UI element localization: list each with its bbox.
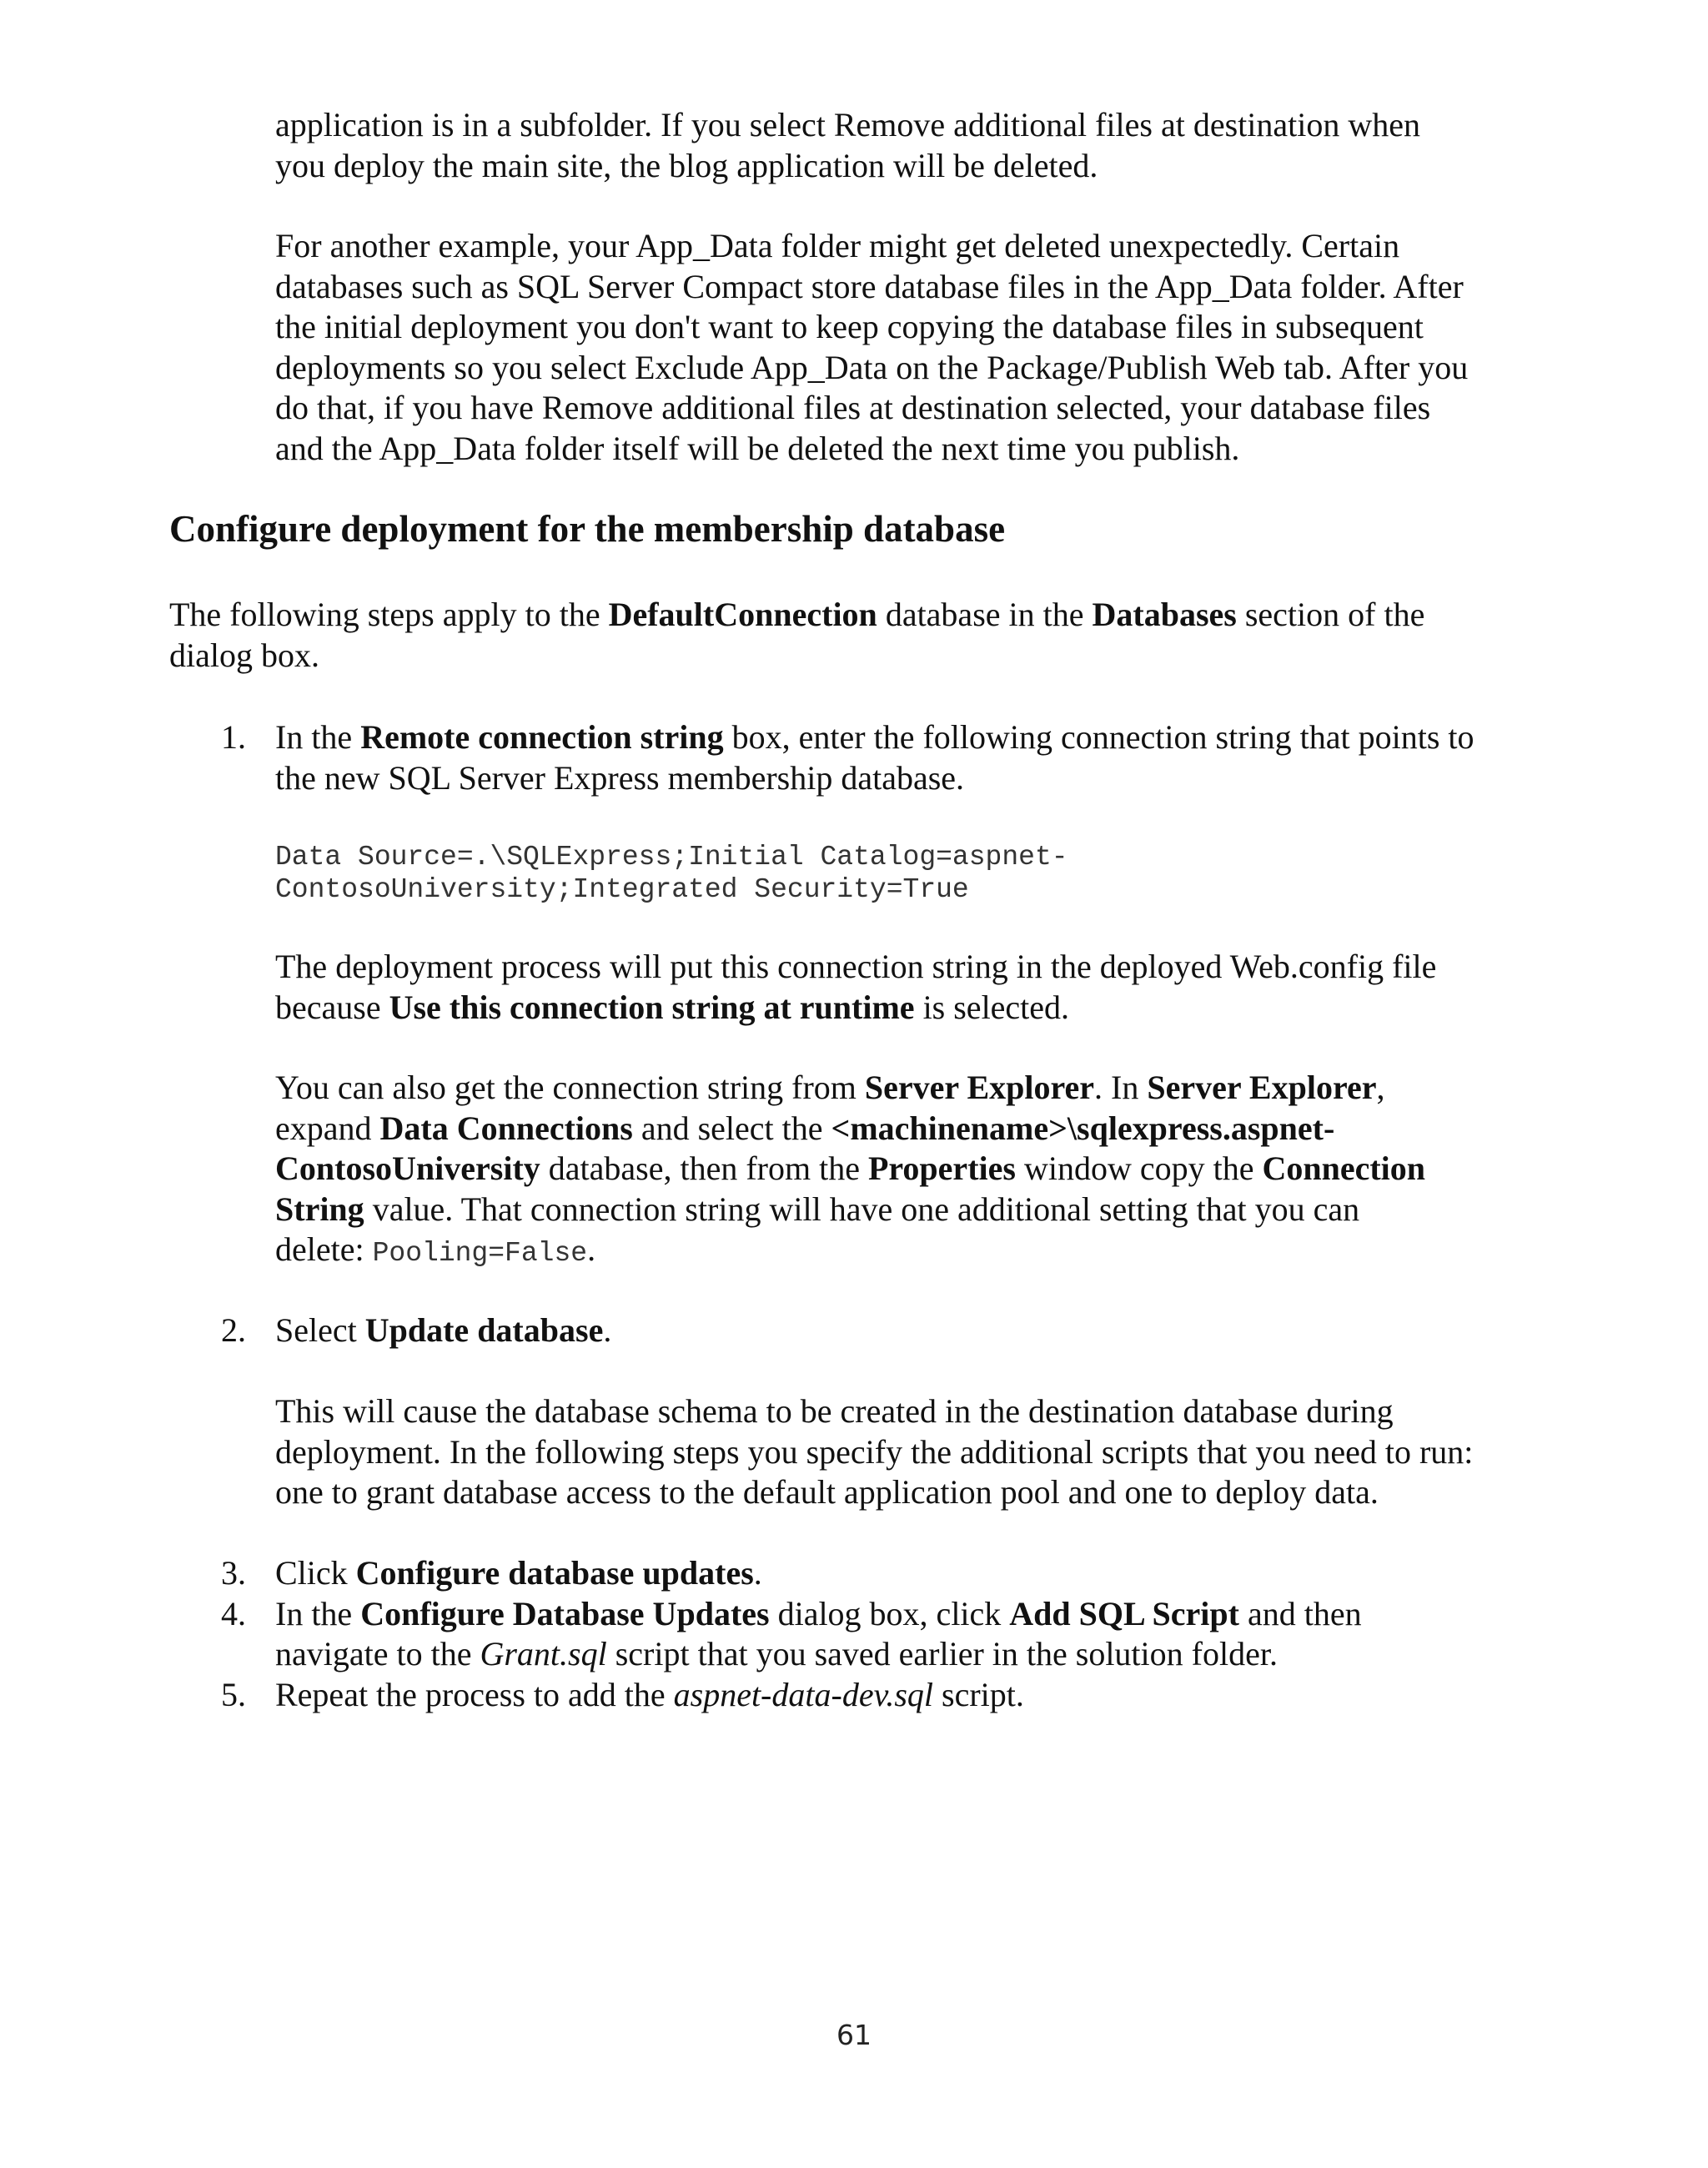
step-1-line-1: In the Remote connection string box, enter the following connection string that points to bbox=[275, 718, 1474, 756]
intro-paragraph-2-line-5: do that, if you have Remove additional files at destination selected, your database files bbox=[275, 389, 1431, 426]
step-2-note-line-2: deployment. In the following steps you specify the additional scripts that you need to run: bbox=[275, 1432, 1474, 1471]
intro-paragraph-2-line-1: For another example, your App_Data folder might get deleted unexpectedly. Certain bbox=[275, 227, 1400, 264]
step-2-number: 2. bbox=[221, 1311, 246, 1349]
section-heading: Configure deployment for the membership database bbox=[169, 508, 1006, 550]
step-2-line-1: Select Update database. bbox=[275, 1311, 612, 1349]
step-4-number: 4. bbox=[221, 1594, 246, 1632]
step-2-note-line-1: This will cause the database schema to be created in the destination database during bbox=[275, 1392, 1394, 1430]
step-5-line-1: Repeat the process to add the aspnet-data-dev.sql script. bbox=[275, 1675, 1024, 1713]
step-1-note-line-2: because Use this connection string at runtime is selected. bbox=[275, 988, 1070, 1026]
step-1-alt-line-1: You can also get the connection string from Server Explorer. In Server Explorer, bbox=[275, 1069, 1385, 1106]
step-3-line-1: Click Configure database updates. bbox=[275, 1554, 762, 1592]
intro-paragraph-1-line-2: you deploy the main site, the blog application will be deleted. bbox=[275, 146, 1098, 184]
step-1-alt-line-2: expand Data Connections and select the <machinename>\sqlexpress.aspnet- bbox=[275, 1109, 1335, 1147]
page-number: 61 bbox=[836, 2019, 872, 2051]
intro-paragraph-2-line-6: and the App_Data folder itself will be deleted the next time you publish. bbox=[275, 429, 1240, 467]
step-4-line-2: navigate to the Grant.sql script that you saved earlier in the solution folder. bbox=[275, 1635, 1278, 1673]
intro-paragraph-2-line-3: the initial deployment you don't want to keep copying the database files in subsequent bbox=[275, 308, 1424, 345]
lead-paragraph-line-1: The following steps apply to the DefaultConnection database in the Databases section of the bbox=[169, 596, 1425, 633]
step-1-alt-line-5: delete: Pooling=False. bbox=[275, 1230, 596, 1269]
step-1-alt-line-4: String value. That connection string will have one additional setting that you can bbox=[275, 1190, 1360, 1228]
step-5-number: 5. bbox=[221, 1675, 246, 1713]
connection-string-code-line-2: ContosoUniversity;Integrated Security=True bbox=[275, 874, 969, 905]
pooling-code: Pooling=False bbox=[372, 1238, 588, 1269]
step-1-alt-line-3: ContosoUniversity database, then from the Properties window copy the Connection bbox=[275, 1149, 1426, 1187]
step-1-number: 1. bbox=[221, 718, 246, 756]
step-1-note-line-1: The deployment process will put this connection string in the deployed Web.config file bbox=[275, 948, 1437, 985]
lead-paragraph-line-2: dialog box. bbox=[169, 636, 319, 674]
step-4-line-1: In the Configure Database Updates dialog box, click Add SQL Script and then bbox=[275, 1594, 1362, 1632]
step-2-note-line-3: one to grant database access to the default application pool and one to deploy data. bbox=[275, 1473, 1379, 1511]
step-1-line-2: the new SQL Server Express membership database. bbox=[275, 758, 965, 797]
step-3-number: 3. bbox=[221, 1554, 246, 1592]
connection-string-code-line-1: Data Source=.\SQLExpress;Initial Catalog=aspnet- bbox=[275, 842, 1068, 873]
intro-paragraph-2-line-2: databases such as SQL Server Compact store database files in the App_Data folder. After bbox=[275, 267, 1464, 305]
intro-paragraph-1-line-1: application is in a subfolder. If you select Remove additional files at destination when bbox=[275, 106, 1420, 143]
intro-paragraph-2-line-4: deployments so you select Exclude App_Data on the Package/Publish Web tab. After you bbox=[275, 348, 1469, 386]
